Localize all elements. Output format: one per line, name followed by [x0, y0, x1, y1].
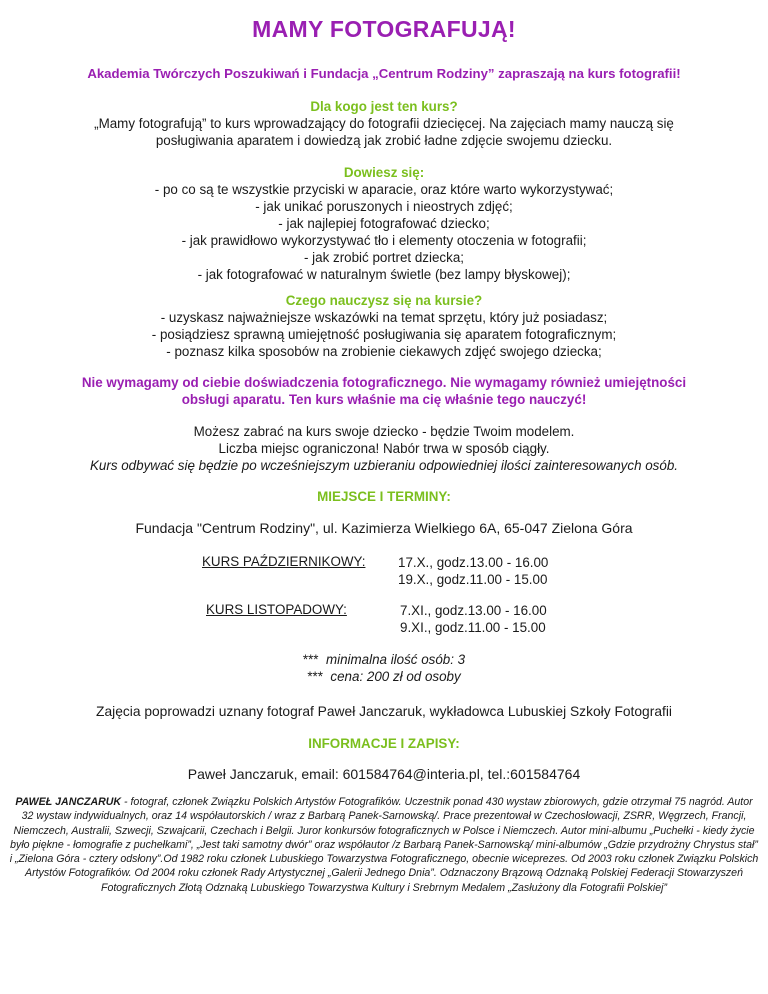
- schedule-date: 7.XI., godz.13.00 - 16.00: [400, 603, 547, 618]
- extras-line-2: [20, 668, 748, 685]
- course-heading: Czego nauczysz się na kursie?: [285, 293, 483, 308]
- learn-item: - jak fotografować w naturalnym świetle (bez lampy błyskowej);: [197, 267, 571, 282]
- schedule-november-label: KURS LISTOPADOWY:: [206, 602, 347, 617]
- no-experience-line-1: Nie wymagamy od ciebie doświadczenia fotograficznego. Nie wymagamy również umiejętności: [81, 375, 687, 390]
- place-heading: MIEJSCE I TERMINY:: [317, 489, 451, 504]
- instructor-note: Zajęcia poprowadzi uznany fotograf Paweł Janczaruk, wykładowca Lubuskiej Szkoły Fotografii: [96, 704, 672, 719]
- learn-item: - po co są te wszystkie przyciski w aparacie, oraz które warto wykorzystywać;: [154, 182, 614, 197]
- for-whom-heading: Dla kogo jest ten kurs?: [310, 99, 458, 114]
- extras-section: [20, 651, 748, 685]
- course-item: - posiądziesz sprawną umiejętność posługiwania się aparatem fotograficznym;: [151, 327, 617, 342]
- schedule-date: 9.XI., godz.11.00 - 15.00: [400, 620, 546, 635]
- for-whom-line-1: „Mamy fotografują” to kurs wprowadzający do fotografii dziecięcej. Na zajęciach mamy nauczą się: [94, 116, 674, 131]
- stars-marker: ***: [302, 652, 319, 667]
- course-item: - poznasz kilka sposobów na zrobienie ciekawych zdjęć swojego dziecka;: [166, 344, 602, 359]
- schedule-date: 17.X., godz.13.00 - 16.00: [398, 555, 549, 570]
- schedule-date: 19.X., godz.11.00 - 15.00: [398, 572, 548, 587]
- instructor-bio: [8, 795, 760, 895]
- price: cena: 200 zł od osoby: [330, 669, 461, 684]
- learn-section: [20, 164, 748, 283]
- course-section: [20, 292, 748, 360]
- for-whom-section: [20, 98, 748, 149]
- no-experience-note: [20, 374, 748, 408]
- intro-text: Akademia Twórczych Poszukiwań i Fundacja „Centrum Rodziny” zapraszają na kurs fotografii!: [87, 66, 681, 81]
- no-experience-line-2: obsługi aparatu. Ten kurs właśnie ma cię właśnie tego nauczyć!: [181, 392, 587, 407]
- notes-section: [20, 423, 748, 474]
- course-item: - uzyskasz najważniejsze wskazówki na temat sprzętu, który już posiadasz;: [160, 310, 608, 325]
- notes-line-1: Możesz zabrać na kurs swoje dziecko - będzie Twoim modelem.: [193, 424, 575, 439]
- schedule-october-label: KURS PAŹDZIERNIKOWY:: [202, 554, 366, 569]
- for-whom-line-2: posługiwania aparatem i dowiedzą jak zrobić ładne zdjęcie swojemu dziecku.: [155, 133, 613, 148]
- learn-item: - jak prawidłowo wykorzystywać tło i elementy otoczenia w fotografii;: [181, 233, 587, 248]
- schedule-november-dates: [400, 602, 547, 636]
- schedule-october-dates: [398, 554, 548, 588]
- notes-line-2: Liczba miejsc ograniczona! Nabór trwa w sposób ciągły.: [218, 441, 550, 456]
- place-address: Fundacja "Centrum Rodziny", ul. Kazimierza Wielkiego 6A, 65-047 Zielona Góra: [135, 520, 633, 536]
- stars-marker: ***: [307, 669, 323, 684]
- learn-item: - jak unikać poruszonych i nieostrych zdjęć;: [255, 199, 513, 214]
- extras-line-1: [20, 651, 748, 668]
- page-title: MAMY FOTOGRAFUJĄ!: [252, 16, 516, 42]
- learn-item: - jak zrobić portret dziecka;: [303, 250, 464, 265]
- learn-heading: Dowiesz się:: [343, 165, 425, 180]
- min-participants: minimalna ilość osób: 3: [325, 652, 466, 667]
- contact-heading: INFORMACJE I ZAPISY:: [308, 736, 460, 751]
- contact-line: Paweł Janczaruk, email: 601584764@interia.pl, tel.:601584764: [187, 766, 581, 782]
- bio-text: - fotograf, członek Związku Polskich Artystów Fotografików. Uczestnik ponad 430 wystaw zbiorowych, gdzie otrzymał 75 nagród. Autor 32 wystaw indywidualnych, oraz 14 współautorskich / wraz z Barbarą Panek-Sarnowską/. Prace prezentował w Czechosłowacji, ZSRR, Węgrzech, Francji, Niemczech, Australii, Szwecji, Szwajcarii, Czechach i Belgii. Juror konkursów fotograficznych w Polsce i Niemczech. Autor mini-albumu „Puchełki - kiedy życie było piękne - łomografie z puchełkami”, „Jest taki samotny dwór” oraz współautor /z Barbarą Panek-Sarnowską/ mini-albumów „Gdzie przydrożny Chrystus stał” i „Zielona Góra - cztery odsłony”.Od 1982 roku członek Lubuskiego Towarzystwa Fotograficznego, obecnie wiceprezes. Od 2003 roku członek Związku Polskich Artystów Fotografików. Od 2004 roku członek Rady Artystycznej „Galerii Jednego Dnia”. Odznaczony Brązową Odznaką Polskiej Federacji Stowarzyszeń Fotograficznych Złotą Odznaką Lubuskiego Towarzystwa Kultury i Srebrnym Medalem „Zasłużony dla Fotografii Polskiej”: [9, 796, 759, 894]
- notes-line-3: Kurs odbywać się będzie po wcześniejszym uzbieraniu odpowiedniej ilości zainteresowanych osób.: [89, 458, 678, 473]
- learn-item: - jak najlepiej fotografować dziecko;: [278, 216, 490, 231]
- bio-name: PAWEŁ JANCZARUK: [15, 796, 122, 808]
